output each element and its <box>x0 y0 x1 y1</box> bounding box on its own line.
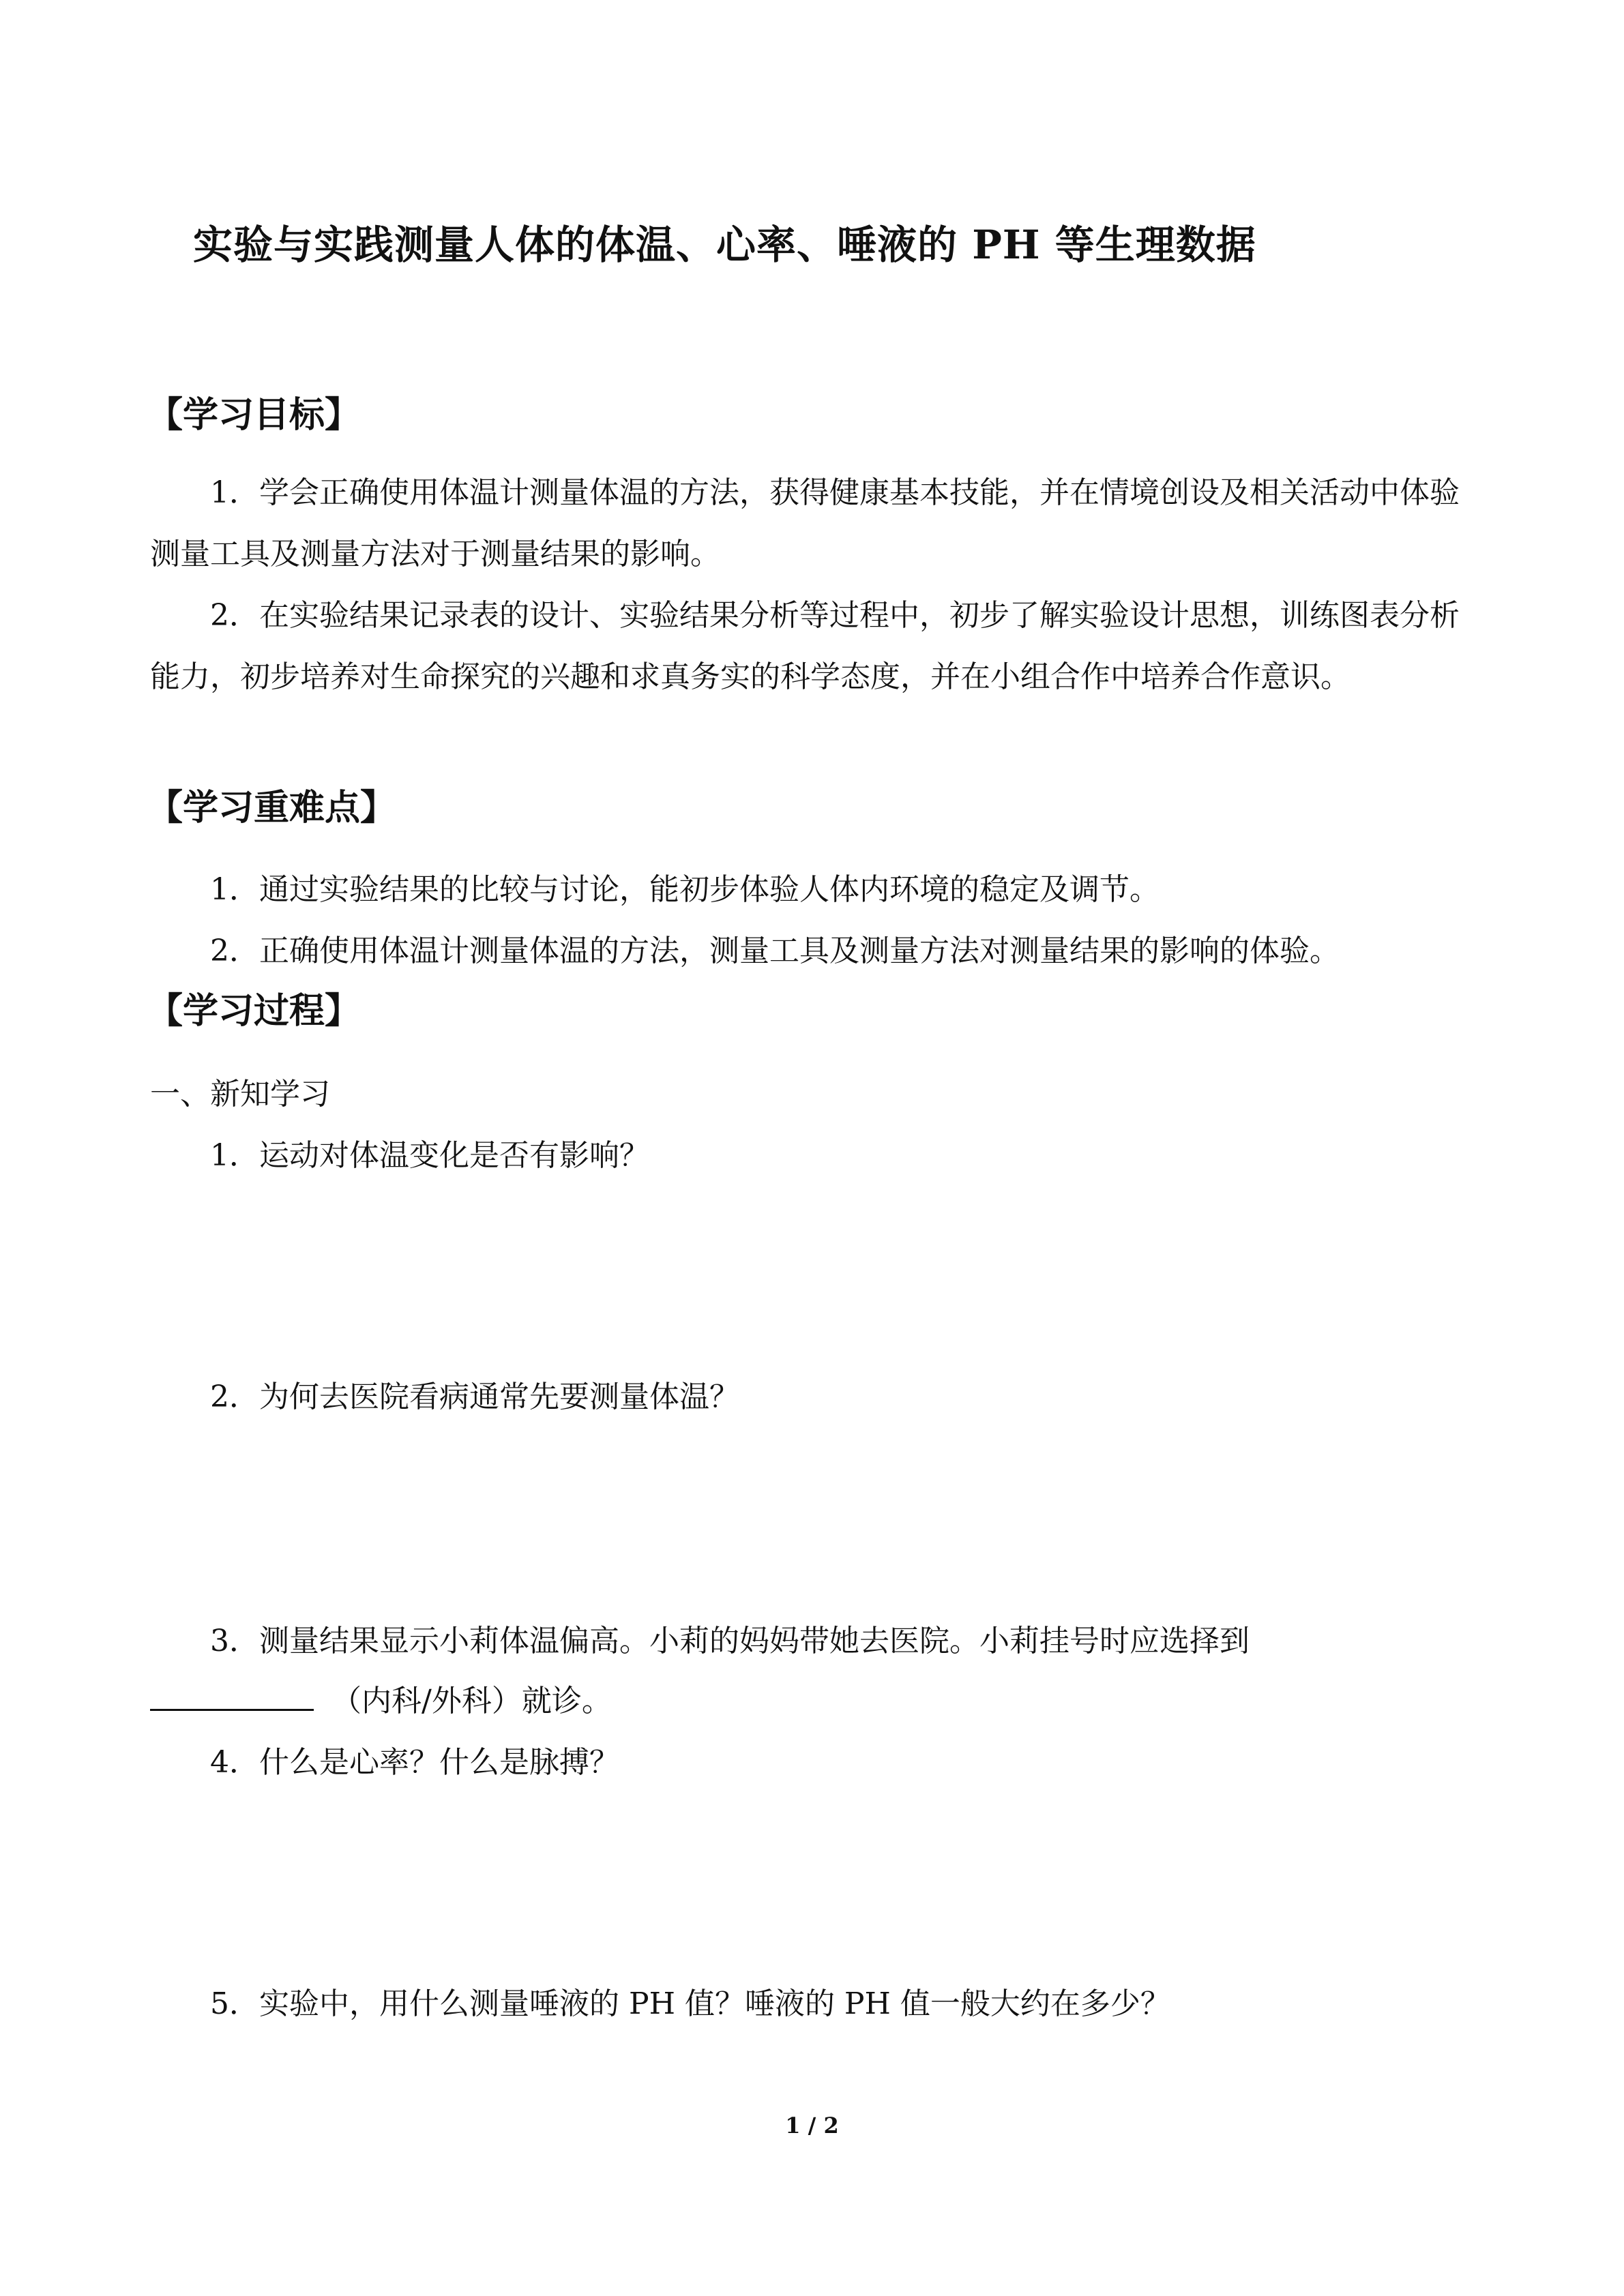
key-point-item-2: 2．正确使用体温计测量体温的方法，测量工具及测量方法对测量结果的影响的体验。 <box>210 934 1340 968</box>
objective-item-2: 2．在实验结果记录表的设计、实验结果分析等过程中，初步了解实验设计思想，训练图表分析能力，初步培养对生命探究的兴趣和求真务实的科学态度，并在小组合作中培养合作意识。 <box>150 598 1460 694</box>
section-heading-key-points: 【学习重难点】 <box>147 788 396 829</box>
process-subheading: 一、新知学习 <box>150 1077 330 1112</box>
key-point-item-1: 1．通过实验结果的比较与讨论，能初步体验人体内环境的稳定及调节。 <box>210 872 1160 907</box>
section-heading-process: 【学习过程】 <box>147 991 361 1032</box>
question-2: 2．为何去医院看病通常先要测量体温？ <box>210 1380 739 1414</box>
section-heading-objectives: 【学习目标】 <box>147 395 361 436</box>
question-3-line-2 <box>150 1676 612 1720</box>
question-3-options: （内科/外科）就诊。 <box>331 1684 612 1718</box>
page-number: 1 / 2 <box>785 2113 839 2138</box>
answer-blank[interactable] <box>150 1682 314 1711</box>
question-5: 5．实验中，用什么测量唾液的 PH 值？唾液的 PH 值一般大约在多少？ <box>210 1986 1170 2021</box>
objective-item-1: 1．学会正确使用体温计测量体温的方法，获得健康基本技能，并在情境创设及相关活动中体验测量工具及测量方法对于测量结果的影响。 <box>150 475 1460 571</box>
page-title: 实验与实践测量人体的体温、心率、唾液的 PH 等生理数据 <box>193 222 1256 268</box>
question-4: 4．什么是心率？什么是脉搏？ <box>210 1745 619 1780</box>
question-3-line-1: 3．测量结果显示小莉体温偏高。小莉的妈妈带她去医院。小莉挂号时应选择到 <box>210 1624 1250 1658</box>
question-1: 1．运动对体温变化是否有影响？ <box>210 1138 649 1173</box>
